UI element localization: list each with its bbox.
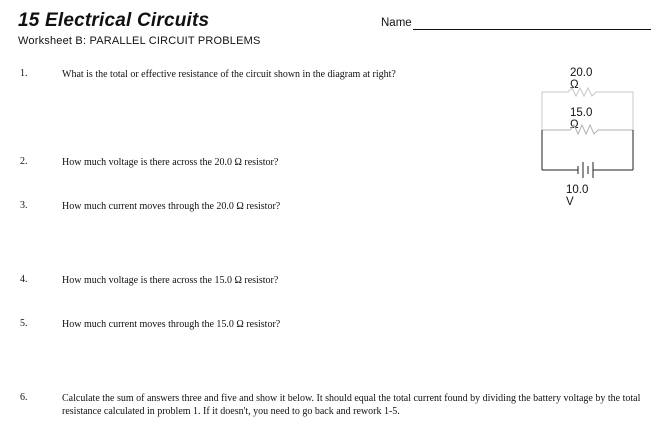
question-6-text: Calculate the sum of answers three and five and show it below. It should equal the total current found by dividing the battery voltage by the total resistance calculated in problem 1. If it doesn't, you need to go back and rework 1-5. xyxy=(62,393,641,417)
worksheet-title: 15 Electrical Circuits xyxy=(18,10,210,31)
question-3-text: How much current moves through the 20.0 Ω resistor? xyxy=(62,201,281,212)
resistor-2-label: 15.0 Ω xyxy=(570,107,593,131)
worksheet-subtitle: Worksheet B: PARALLEL CIRCUIT PROBLEMS xyxy=(18,35,261,47)
name-field-line[interactable] xyxy=(413,29,651,30)
battery-label: 10.0 V xyxy=(566,184,589,208)
name-label: Name xyxy=(381,17,412,29)
question-1-number: 1. xyxy=(20,68,28,79)
question-1-text: What is the total or effective resistance of the circuit shown in the diagram at right? xyxy=(62,69,396,80)
question-2-number: 2. xyxy=(20,156,28,167)
resistor-2-symbol xyxy=(542,125,633,134)
question-6-number: 6. xyxy=(20,392,28,403)
question-5-number: 5. xyxy=(20,318,28,329)
battery-symbol xyxy=(542,130,633,178)
question-4-number: 4. xyxy=(20,274,28,285)
question-5-text: How much current moves through the 15.0 Ω resistor? xyxy=(62,319,281,330)
question-3-number: 3. xyxy=(20,200,28,211)
question-2-text: How much voltage is there across the 20.0 Ω resistor? xyxy=(62,157,279,168)
question-4-text: How much voltage is there across the 15.0 Ω resistor? xyxy=(62,275,279,286)
resistor-1-label: 20.0 Ω xyxy=(570,67,593,91)
resistor-1-symbol xyxy=(542,88,633,130)
circuit-wiring xyxy=(530,62,650,187)
